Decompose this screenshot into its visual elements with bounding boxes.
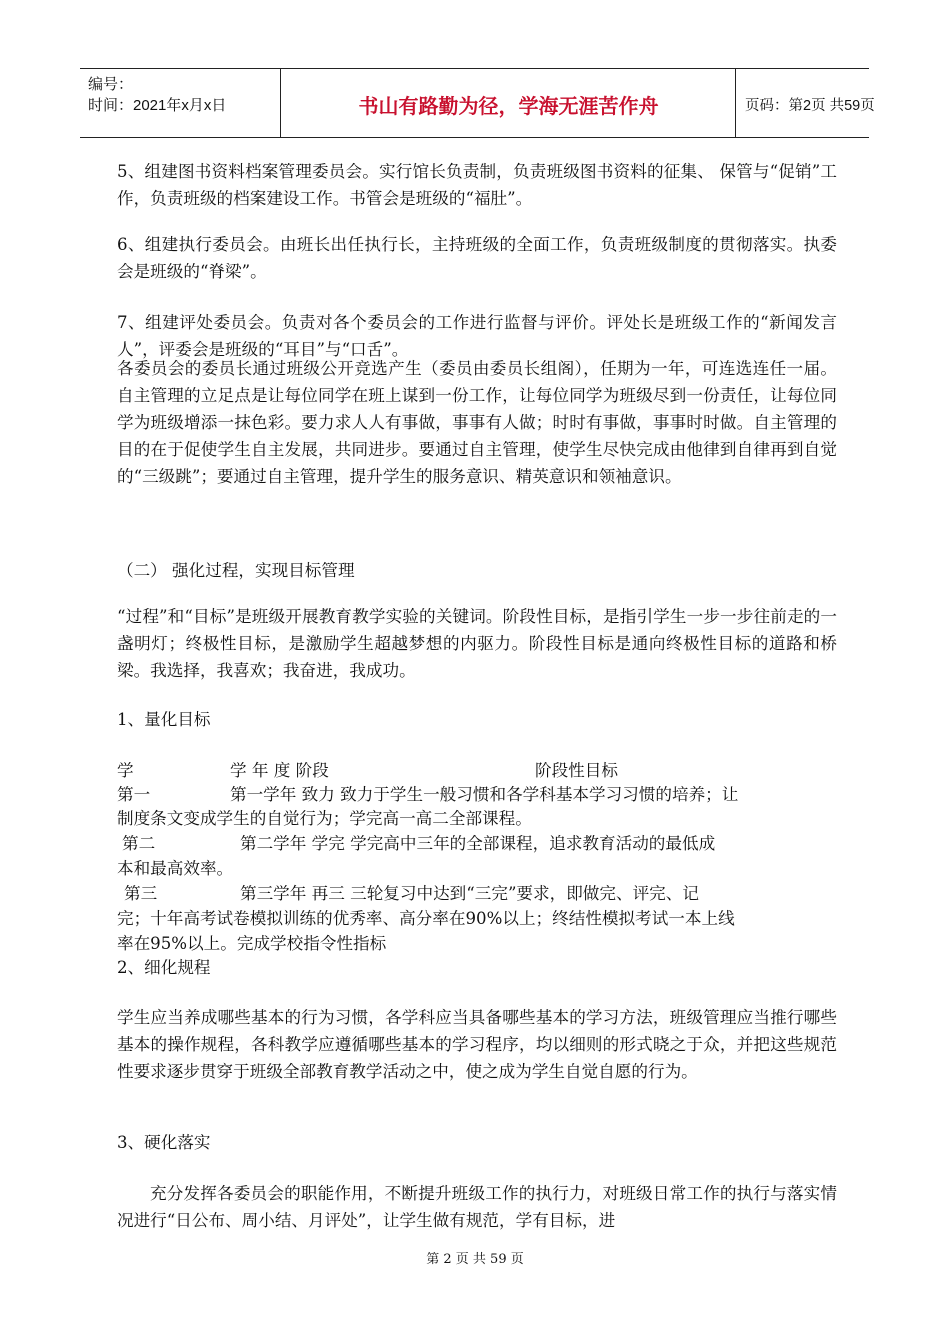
section-heading-2: （二） 强化过程，实现目标管理 — [117, 561, 355, 580]
table-header-col1: 学 — [117, 761, 134, 780]
table-row1-col1: 第一 — [117, 785, 151, 804]
table-header-col2: 学 年 度 阶段 — [230, 761, 329, 780]
table-row3-col1: 第三 — [124, 884, 158, 903]
header-meta-cell — [80, 69, 281, 137]
page-header — [80, 68, 875, 138]
paragraph-6: 6、组建执行委员会。由班长出任执行长，主持班级的全面工作，负责班级制度的贯彻落实。执委会是班级的“脊梁”。 — [117, 235, 837, 281]
table-row1-text: 第一学年 致力 致力于学生一般习惯和各学科基本学习习惯的培养；让 — [230, 785, 739, 804]
table-row3-cont: 完；十年高考试卷模拟训练的优秀率、高分率在90%以上；终结性模拟考试一本上线 — [117, 909, 735, 928]
paragraph-committees: 各委员会的委员长通过班级公开竞选产生（委员由委员长组阁），任期为一年，可连选连任一届。自主管理的立足点是让每位同学在班上谋到一份工作，让每位同学为班级尽到一份责任，让每位同学为班级增添一抹色彩。要力求人人有事做，事事有人做；时时有事做，事事时时做。自主管理的目的在于促使学生自主发展，共同进步。要通过自主管理，使学生尽快完成由他律到自律再到自觉的“三级跳”；要通过自主管理，提升学生的服务意识、精英意识和领袖意识。 — [117, 359, 837, 486]
table-row1-cont: 制度条文变成学生的自觉行为；学完高一高二全部课程。 — [117, 809, 532, 828]
table-row2-cont: 本和最高效率。 — [117, 859, 234, 878]
paragraph-implementation: 充分发挥各委员会的职能作用，不断提升班级工作的执行力，对班级日常工作的执行与落实情况进行“日公布、周小结、月评处”，让学生做有规范，学有目标，进 — [117, 1184, 837, 1230]
paragraph-process-goals: “过程”和“目标”是班级开展教育教学实验的关键词。阶段性目标，是指引学生一步一步往前走的一盏明灯；终极性目标，是激励学生超越梦想的内驱力。阶段性目标是通向终极性目标的道路和桥梁。我选择，我喜欢；我奋进，我成功。 — [117, 607, 837, 680]
table-row2-text: 第二学年 学完 学完高中三年的全部课程，追求教育活动的最低成 — [240, 834, 716, 853]
subheading-quantify-goals: 1、量化目标 — [117, 710, 211, 729]
table-row3-text: 第三学年 再三 三轮复习中达到“三完”要求，即做完、评完、记 — [240, 884, 699, 903]
table-header-col3: 阶段性目标 — [535, 761, 618, 780]
paragraph-rules: 学生应当养成哪些基本的行为习惯，各学科应当具备哪些基本的学习方法，班级管理应当推行哪些基本的操作规程，各科教学应遵循哪些基本的学习程序，均以细则的形式晓之于众，并把这些规范性要求逐步贯穿于班级全部教育教学活动之中，使之成为学生自觉自愿的行为。 — [117, 1008, 837, 1081]
page-footer: 第 2 页 共 59 页 — [426, 1252, 524, 1267]
table-row2-col1: 第二 — [122, 834, 156, 853]
table-row3-cont2: 率在95%以上。完成学校指令性指标 — [117, 934, 387, 953]
subheading-refine-rules: 2、细化规程 — [117, 958, 211, 977]
doc-number-label: 编号： — [88, 76, 134, 93]
header-motto: 书山有路勤为径，学海无涯苦作舟 — [358, 94, 659, 118]
header-page-info: 页码：第2页 共59页 — [745, 98, 875, 114]
paragraph-7: 7、组建评处委员会。负责对各个委员会的工作进行监督与评价。评处长是班级工作的“新闻发言人”，评委会是班级的“耳目”与“口舌”。 — [117, 313, 837, 359]
doc-date-label: 时间：2021年x月x日 — [88, 97, 227, 114]
subheading-implementation: 3、硬化落实 — [117, 1133, 211, 1152]
header-page-cell — [737, 69, 875, 137]
header-motto-cell — [282, 69, 736, 137]
paragraph-5: 5、组建图书资料档案管理委员会。实行馆长负责制，负责班级图书资料的征集、 保管与“促销”工作，负责班级的档案建设工作。书管会是班级的“福肚”。 — [117, 162, 837, 208]
